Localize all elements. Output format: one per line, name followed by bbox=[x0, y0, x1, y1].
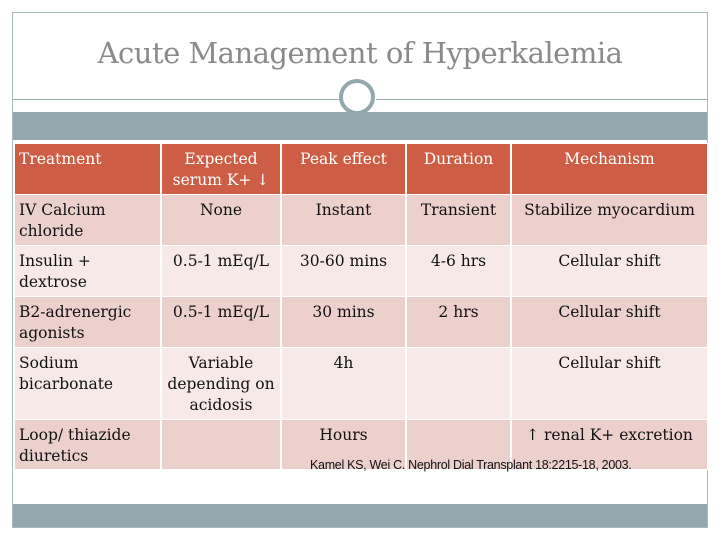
header-mechanism: Mechanism bbox=[511, 144, 708, 195]
cell-duration bbox=[406, 348, 511, 420]
cell-peak: 30 mins bbox=[281, 297, 406, 348]
cell-peak: Hours bbox=[281, 420, 406, 470]
header-treatment: Treatment bbox=[14, 144, 161, 195]
cell-treatment: IV Calcium chloride bbox=[14, 195, 161, 246]
table-header-row bbox=[14, 144, 708, 195]
title-divider-left bbox=[13, 99, 340, 100]
cell-expected: 0.5-1 mEq/L bbox=[161, 246, 281, 297]
title-divider-right bbox=[376, 99, 707, 100]
header-duration: Duration bbox=[406, 144, 511, 195]
cell-duration: 2 hrs bbox=[406, 297, 511, 348]
cell-treatment: Sodium bicarbonate bbox=[14, 348, 161, 420]
table-row bbox=[14, 246, 708, 297]
header-expected-serum-k: Expected serum K+ ↓ bbox=[161, 144, 281, 195]
cell-mechanism: Cellular shift bbox=[511, 246, 708, 297]
cell-expected: 0.5-1 mEq/L bbox=[161, 297, 281, 348]
cell-treatment: Insulin + dextrose bbox=[14, 246, 161, 297]
slide-title: Acute Management of Hyperkalemia bbox=[97, 36, 623, 70]
cell-peak: 4h bbox=[281, 348, 406, 420]
table-row bbox=[14, 348, 708, 420]
cell-duration: Transient bbox=[406, 195, 511, 246]
top-accent-bar bbox=[13, 112, 707, 140]
cell-expected bbox=[161, 420, 281, 470]
divider-circle-ornament bbox=[339, 79, 375, 115]
cell-mechanism: Stabilize myocardium bbox=[511, 195, 708, 246]
cell-mechanism: ↑ renal K+ excretion bbox=[511, 420, 708, 470]
cell-mechanism: Cellular shift bbox=[511, 297, 708, 348]
bottom-accent-bar bbox=[13, 504, 707, 527]
citation: Kamel KS, Wei C. Nephrol Dial Transplant 18:2215-18, 2003. bbox=[310, 458, 632, 472]
cell-peak: Instant bbox=[281, 195, 406, 246]
cell-expected: Variable depending on acidosis bbox=[161, 348, 281, 420]
header-peak-effect: Peak effect bbox=[281, 144, 406, 195]
cell-expected: None bbox=[161, 195, 281, 246]
cell-peak: 30-60 mins bbox=[281, 246, 406, 297]
cell-treatment: B2-adrenergic agonists bbox=[14, 297, 161, 348]
cell-duration: 4-6 hrs bbox=[406, 246, 511, 297]
hyperkalemia-table bbox=[13, 143, 709, 470]
table-row bbox=[14, 297, 708, 348]
cell-mechanism: Cellular shift bbox=[511, 348, 708, 420]
cell-treatment: Loop/ thiazide diuretics bbox=[14, 420, 161, 470]
table-row bbox=[14, 195, 708, 246]
